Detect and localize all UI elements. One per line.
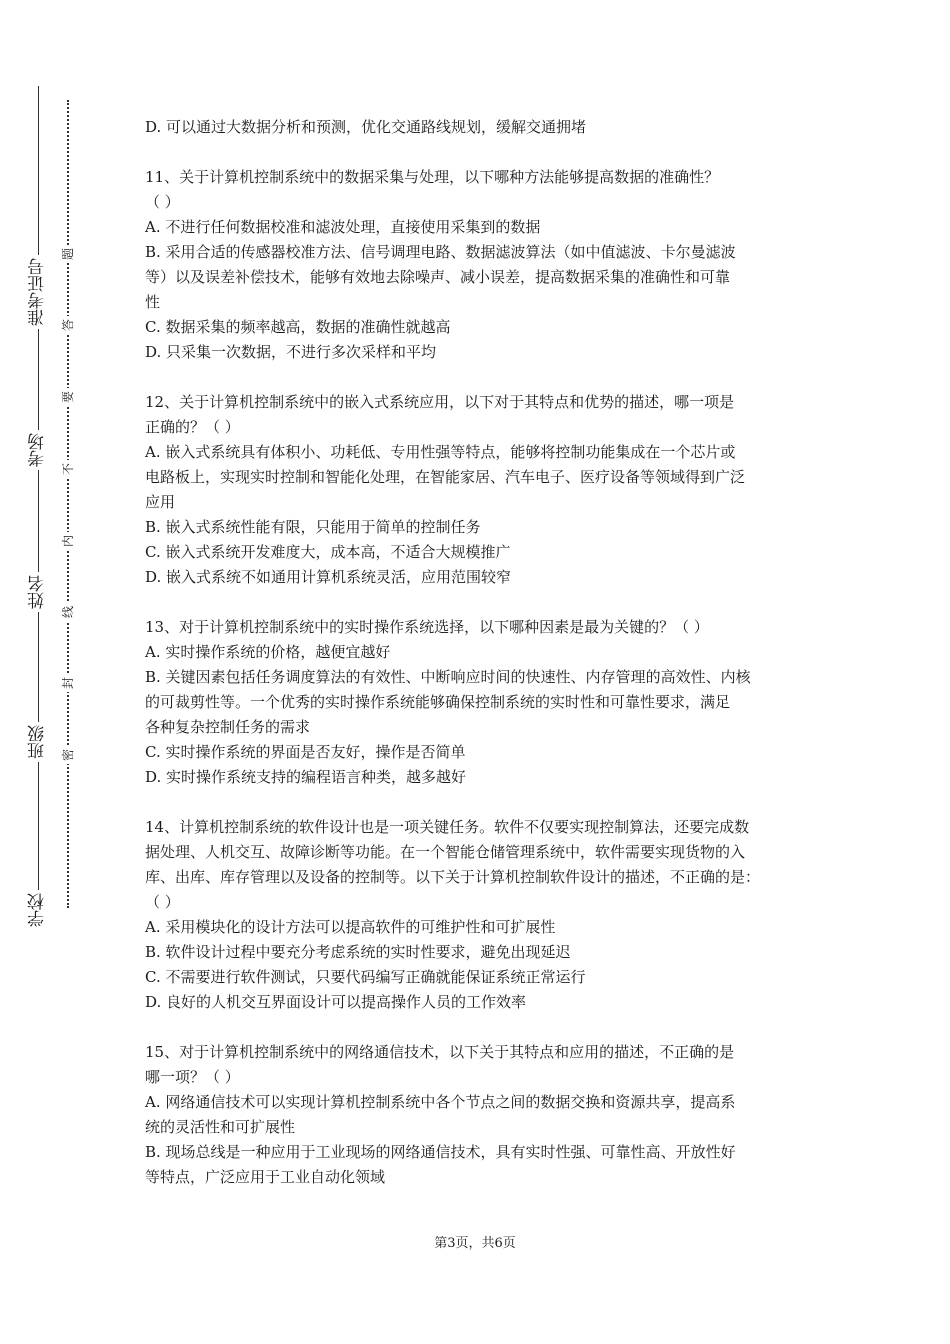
seal-char-feng: 封 <box>59 674 77 692</box>
seal-char-da: 答 <box>59 316 77 334</box>
binding-dotted-line <box>67 100 69 908</box>
question-line: 哪一项？（ ） <box>145 1068 240 1086</box>
seal-char-ti: 题 <box>59 245 77 263</box>
option-d: D. 良好的人机交互界面设计可以提高操作人员的工作效率 <box>145 993 527 1011</box>
option-c: C. 实时操作系统的界面是否友好，操作是否简单 <box>145 743 466 761</box>
question-line: 11、关于计算机控制系统中的数据采集与处理，以下哪种方法能够提高数据的准确性？ <box>145 168 720 186</box>
question-line: 13、对于计算机控制系统中的实时操作系统选择，以下哪种因素是最为关键的？（ ） <box>145 618 709 636</box>
option-b: B. 软件设计过程中要充分考虑系统的实时性要求，避免出现延迟 <box>145 943 571 961</box>
question-line: 15、对于计算机控制系统中的网络通信技术，以下关于其特点和应用的描述，不正确的是 <box>145 1043 735 1061</box>
seal-char-xian: 线 <box>59 603 77 621</box>
question-13 <box>145 615 810 790</box>
option-c: C. 数据采集的频率越高，数据的准确性就越高 <box>145 318 451 336</box>
question-line: 12、关于计算机控制系统中的嵌入式系统应用，以下对于其特点和优势的描述，哪一项是 <box>145 393 735 411</box>
option-b: B. 现场总线是一种应用于工业现场的网络通信技术，具有实时性强、可靠性高、开放性好 <box>145 1143 736 1161</box>
seal-char-bu: 不 <box>59 460 77 478</box>
option-a-cont: 应用 <box>145 493 176 511</box>
option-a: A. 网络通信技术可以实现计算机控制系统中各个节点之间的数据交换和资源共享，提高系 <box>145 1093 736 1111</box>
question-line: 正确的？（ ） <box>145 418 240 436</box>
option-a: A. 嵌入式系统具有体积小、功耗低、专用性强等特点，能够将控制功能集成在一个芯片或 <box>145 443 736 461</box>
option-a-cont: 统的灵活性和可扩展性 <box>145 1118 296 1136</box>
seal-char-yao: 要 <box>59 388 77 406</box>
option-line: D. 可以通过大数据分析和预测，优化交通路线规划，缓解交通拥堵 <box>145 118 587 136</box>
option-d: D. 只采集一次数据，不进行多次采样和平均 <box>145 343 437 361</box>
binding-solid-line <box>38 86 39 926</box>
field-class-label: 班级 <box>21 722 55 762</box>
option-c: C. 嵌入式系统开发难度大，成本高，不适合大规模推广 <box>145 543 511 561</box>
option-b-cont: 性 <box>145 293 161 311</box>
option-d: D. 嵌入式系统不如通用计算机系统灵活，应用范围较窄 <box>145 568 512 586</box>
option-d: D. 实时操作系统支持的编程语言种类，越多越好 <box>145 768 467 786</box>
option-b-cont: 等特点，广泛应用于工业自动化领域 <box>145 1168 386 1186</box>
answer-bracket: （ ） <box>145 893 180 911</box>
question-12 <box>145 390 810 590</box>
seal-char-nei: 内 <box>59 532 77 550</box>
option-a: A. 采用模块化的设计方法可以提高软件的可维护性和可扩展性 <box>145 918 556 936</box>
question-10-tail <box>145 115 810 140</box>
question-line: 14、计算机控制系统的软件设计也是一项关键任务。软件不仅要实现控制算法，还要完成数 <box>145 818 750 836</box>
field-school-label: 学校 <box>21 890 55 930</box>
option-a: A. 不进行任何数据校准和滤波处理，直接使用采集到的数据 <box>145 218 541 236</box>
field-name-label: 姓名 <box>21 572 55 612</box>
option-b-cont: 的可裁剪性等。一个优秀的实时操作系统能够确保控制系统的实时性和可靠性要求，满足 <box>145 693 731 711</box>
question-14 <box>145 815 810 1015</box>
field-exam-room-label: 考场 <box>21 430 55 470</box>
seal-char-mi: 密 <box>59 746 77 764</box>
page-footer: 第3页，共6页 <box>434 1236 516 1251</box>
question-line: 据处理、人机交互、故障诊断等功能。在一个智能仓储管理系统中，软件需要实现货物的入 <box>145 843 746 861</box>
question-11 <box>145 165 810 365</box>
answer-bracket: （ ） <box>145 193 180 211</box>
field-exam-number-label: 准考证号 <box>21 255 55 329</box>
option-a-cont: 电路板上，实现实时控制和智能化处理，在智能家居、汽车电子、医疗设备等领域得到广泛 <box>145 468 746 486</box>
option-b-cont: 等）以及误差补偿技术，能够有效地去除噪声、减小误差，提高数据采集的准确性和可靠 <box>145 268 731 286</box>
question-15 <box>145 1040 810 1190</box>
option-a: A. 实时操作系统的价格，越便宜越好 <box>145 643 391 661</box>
option-b: B. 采用合适的传感器校准方法、信号调理电路、数据滤波算法（如中值滤波、卡尔曼滤波 <box>145 243 736 261</box>
option-b-cont: 各种复杂控制任务的需求 <box>145 718 311 736</box>
question-line: 库、出库、库存管理以及设备的控制等。以下关于计算机控制软件设计的描述，不正确的是： <box>145 868 761 886</box>
option-b: B. 关键因素包括任务调度算法的有效性、中断响应时间的快速性、内存管理的高效性、内核 <box>145 668 751 686</box>
binding-margin <box>0 0 110 1344</box>
option-c: C. 不需要进行软件测试，只要代码编写正确就能保证系统正常运行 <box>145 968 586 986</box>
option-b: B. 嵌入式系统性能有限，只能用于简单的控制任务 <box>145 518 481 536</box>
question-content <box>145 115 810 1215</box>
